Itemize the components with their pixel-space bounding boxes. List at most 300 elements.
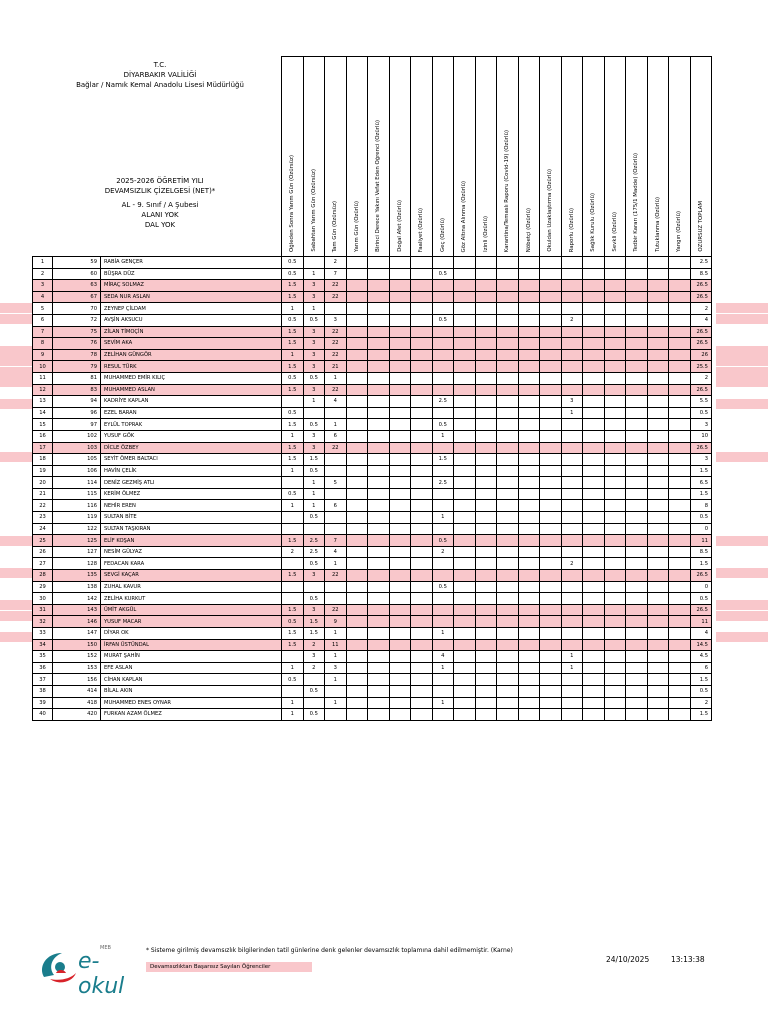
- absence-value: [303, 523, 325, 535]
- absence-value: [454, 442, 476, 454]
- absence-value: 3: [303, 326, 325, 338]
- absence-value: [475, 570, 497, 582]
- highlight-band: [716, 346, 768, 356]
- row-index: 36: [33, 662, 53, 674]
- student-name: ZEYNEP ÇİLDAM: [101, 303, 282, 315]
- absence-value: [626, 674, 648, 686]
- absence-value: [669, 291, 691, 303]
- absence-value: [518, 628, 540, 640]
- absence-value: [389, 338, 411, 350]
- absence-value: [454, 512, 476, 524]
- absence-value: [432, 361, 454, 373]
- absence-value: [346, 303, 368, 315]
- absence-value: [669, 628, 691, 640]
- absence-value: [389, 685, 411, 697]
- absence-value: [647, 709, 669, 721]
- student-number: 414: [53, 685, 101, 697]
- absence-value: [604, 604, 626, 616]
- header-class: AL - 9. Sınıf / A Şubesi: [121, 201, 199, 209]
- absence-value: [475, 291, 497, 303]
- absence-value: [346, 396, 368, 408]
- absence-value: [303, 674, 325, 686]
- absence-value: [346, 488, 368, 500]
- absence-total: 25.5: [690, 361, 712, 373]
- absence-value: [475, 314, 497, 326]
- absence-value: [389, 280, 411, 292]
- absence-value: [604, 639, 626, 651]
- absence-value: [647, 303, 669, 315]
- absence-value: 4: [325, 396, 347, 408]
- absence-value: 0.5: [432, 314, 454, 326]
- table-row: [33, 662, 712, 674]
- table-row: [33, 581, 712, 593]
- column-header: [690, 57, 712, 257]
- absence-total: 4: [690, 314, 712, 326]
- absence-value: [411, 535, 433, 547]
- absence-value: [604, 257, 626, 269]
- absence-value: [368, 326, 390, 338]
- absence-value: [604, 303, 626, 315]
- absence-value: [497, 338, 519, 350]
- absence-value: [626, 257, 648, 269]
- absence-value: [368, 384, 390, 396]
- absence-total: 3: [690, 454, 712, 466]
- student-name: SULTAN BİTE: [101, 512, 282, 524]
- student-number: 60: [53, 268, 101, 280]
- absence-value: [346, 570, 368, 582]
- absence-value: [669, 257, 691, 269]
- absence-value: [475, 558, 497, 570]
- column-header-label: Raporlu (Özürlü): [568, 207, 575, 252]
- absence-value: [647, 454, 669, 466]
- absence-value: 0.5: [303, 372, 325, 384]
- absence-value: [626, 558, 648, 570]
- column-header-label: İzinli (Özürlü): [482, 216, 489, 252]
- absence-value: [669, 685, 691, 697]
- absence-value: [454, 616, 476, 628]
- row-index: 37: [33, 674, 53, 686]
- absence-value: [368, 651, 390, 663]
- absence-value: [497, 314, 519, 326]
- absence-value: [583, 442, 605, 454]
- absence-value: [475, 604, 497, 616]
- absence-value: [475, 488, 497, 500]
- absence-value: [454, 500, 476, 512]
- absence-value: [346, 477, 368, 489]
- absence-value: [518, 372, 540, 384]
- absence-value: [540, 662, 562, 674]
- absence-value: [389, 419, 411, 431]
- student-name: MUHAMMED ENES OYNAR: [101, 697, 282, 709]
- table-row: [33, 454, 712, 466]
- header-tc: T.C.: [153, 61, 167, 69]
- absence-value: [497, 384, 519, 396]
- absence-value: [411, 442, 433, 454]
- absence-value: [282, 396, 304, 408]
- absence-value: [432, 685, 454, 697]
- absence-value: [669, 616, 691, 628]
- absence-value: [561, 430, 583, 442]
- absence-value: 3: [325, 314, 347, 326]
- absence-value: [583, 662, 605, 674]
- absence-value: [669, 280, 691, 292]
- absence-value: [518, 280, 540, 292]
- student-number: 122: [53, 523, 101, 535]
- absence-value: [432, 303, 454, 315]
- absence-value: [669, 523, 691, 535]
- absence-value: [669, 500, 691, 512]
- absence-value: [497, 477, 519, 489]
- absence-value: [454, 303, 476, 315]
- absence-value: [626, 604, 648, 616]
- absence-value: [583, 512, 605, 524]
- absence-value: [346, 512, 368, 524]
- absence-value: [518, 303, 540, 315]
- absence-value: 1: [325, 697, 347, 709]
- absence-value: [583, 593, 605, 605]
- absence-value: [604, 674, 626, 686]
- absence-value: 1: [432, 628, 454, 640]
- absence-value: [561, 709, 583, 721]
- absence-value: [497, 407, 519, 419]
- absence-value: [626, 419, 648, 431]
- absence-value: 22: [325, 291, 347, 303]
- absence-value: [647, 639, 669, 651]
- absence-value: [518, 268, 540, 280]
- student-name: SEVGİ KAÇAR: [101, 570, 282, 582]
- absence-value: [583, 384, 605, 396]
- highlight-band: [716, 611, 768, 621]
- highlight-band: [0, 399, 32, 409]
- absence-value: [540, 442, 562, 454]
- column-header-label: ÖZÜRSÜZ TOPLAM: [697, 201, 704, 252]
- absence-value: [475, 349, 497, 361]
- row-index: 2: [33, 268, 53, 280]
- column-header: [368, 57, 390, 257]
- absence-total: 11: [690, 535, 712, 547]
- absence-value: [325, 593, 347, 605]
- absence-value: [626, 628, 648, 640]
- absence-value: [583, 581, 605, 593]
- student-name: NESİM GÜLYAZ: [101, 546, 282, 558]
- absence-value: 22: [325, 280, 347, 292]
- absence-value: [518, 500, 540, 512]
- absence-value: [475, 581, 497, 593]
- student-name: YUSUF GÖK: [101, 430, 282, 442]
- table-row: [33, 593, 712, 605]
- absence-value: [561, 697, 583, 709]
- absence-value: [669, 361, 691, 373]
- row-index: 8: [33, 338, 53, 350]
- absence-value: [647, 465, 669, 477]
- absence-value: [346, 268, 368, 280]
- absence-value: [497, 465, 519, 477]
- row-index: 34: [33, 639, 53, 651]
- absence-value: [411, 546, 433, 558]
- absence-value: 3: [325, 662, 347, 674]
- row-index: 9: [33, 349, 53, 361]
- absence-value: [346, 535, 368, 547]
- absence-value: [497, 512, 519, 524]
- absence-value: [540, 291, 562, 303]
- absence-value: [518, 697, 540, 709]
- absence-value: [518, 593, 540, 605]
- absence-value: [454, 523, 476, 535]
- absence-value: [583, 419, 605, 431]
- absence-value: [411, 372, 433, 384]
- absence-value: [475, 628, 497, 640]
- absence-value: [454, 697, 476, 709]
- absence-value: 0.5: [282, 407, 304, 419]
- student-number: 78: [53, 349, 101, 361]
- absence-value: [475, 697, 497, 709]
- absence-value: [540, 639, 562, 651]
- highlight-band: [0, 600, 32, 610]
- student-name: ÜMİT AKGÜL: [101, 604, 282, 616]
- absence-value: [368, 581, 390, 593]
- absence-value: [540, 349, 562, 361]
- row-index: 32: [33, 616, 53, 628]
- absence-value: [411, 314, 433, 326]
- table-row: [33, 628, 712, 640]
- absence-value: [432, 280, 454, 292]
- absence-value: [669, 558, 691, 570]
- absence-value: [669, 396, 691, 408]
- absence-value: [454, 488, 476, 500]
- absence-value: 1.5: [282, 442, 304, 454]
- header-school: Bağlar / Namık Kemal Anadolu Lisesi Müdürlüğü: [76, 81, 244, 89]
- absence-total: 8.5: [690, 546, 712, 558]
- absence-value: [432, 326, 454, 338]
- absence-value: [475, 396, 497, 408]
- absence-total: 26.5: [690, 338, 712, 350]
- absence-value: [647, 685, 669, 697]
- absence-value: [540, 628, 562, 640]
- absence-value: [583, 407, 605, 419]
- absence-total: 26.5: [690, 326, 712, 338]
- absence-value: [475, 465, 497, 477]
- absence-value: 3: [303, 570, 325, 582]
- table-row: [33, 697, 712, 709]
- absence-value: [647, 349, 669, 361]
- absence-value: [583, 616, 605, 628]
- absence-value: [583, 465, 605, 477]
- absence-value: [475, 523, 497, 535]
- absence-value: [454, 639, 476, 651]
- absence-value: [647, 581, 669, 593]
- absence-value: [669, 338, 691, 350]
- absence-value: 0.5: [303, 419, 325, 431]
- absence-value: [325, 709, 347, 721]
- absence-total: 2: [690, 697, 712, 709]
- absence-value: 1: [282, 349, 304, 361]
- absence-value: [669, 512, 691, 524]
- absence-total: 8.5: [690, 268, 712, 280]
- absence-value: [432, 338, 454, 350]
- column-header-label: Karantina/Temaslı Raporu (Covid-19) (Özürlü): [504, 129, 511, 252]
- student-name: NEHİR EREN: [101, 500, 282, 512]
- absence-value: [368, 349, 390, 361]
- absence-value: [411, 257, 433, 269]
- highlight-band: [716, 303, 768, 313]
- absence-total: 26.5: [690, 384, 712, 396]
- row-index: 13: [33, 396, 53, 408]
- absence-value: [626, 662, 648, 674]
- highlight-band: [716, 600, 768, 610]
- absence-value: [583, 674, 605, 686]
- absence-value: [583, 303, 605, 315]
- absence-value: [389, 523, 411, 535]
- absence-value: [561, 303, 583, 315]
- absence-value: [282, 558, 304, 570]
- absence-value: [454, 419, 476, 431]
- table-row: [33, 651, 712, 663]
- column-header-label: Nöbetçi (Özürlü): [525, 207, 532, 252]
- absence-value: [669, 430, 691, 442]
- absence-value: [561, 372, 583, 384]
- absence-value: [497, 396, 519, 408]
- absence-value: [626, 338, 648, 350]
- absence-value: [475, 430, 497, 442]
- absence-value: [518, 465, 540, 477]
- table-row: [33, 500, 712, 512]
- absence-value: [432, 639, 454, 651]
- absence-value: 22: [325, 326, 347, 338]
- absence-value: [368, 546, 390, 558]
- absence-value: [626, 465, 648, 477]
- absence-value: 3: [303, 291, 325, 303]
- absence-value: [497, 349, 519, 361]
- table-row: [33, 291, 712, 303]
- absence-value: [561, 535, 583, 547]
- absence-value: [626, 523, 648, 535]
- absence-value: [626, 430, 648, 442]
- absence-value: [346, 454, 368, 466]
- absence-value: 1.5: [303, 616, 325, 628]
- absence-value: [368, 361, 390, 373]
- absence-value: 7: [325, 268, 347, 280]
- absence-value: [518, 570, 540, 582]
- absence-value: 22: [325, 349, 347, 361]
- absence-value: [282, 685, 304, 697]
- absence-value: 0.5: [432, 268, 454, 280]
- absence-value: [432, 558, 454, 570]
- row-index: 40: [33, 709, 53, 721]
- absence-value: [411, 338, 433, 350]
- absence-value: [282, 651, 304, 663]
- absence-value: [454, 674, 476, 686]
- absence-value: [669, 326, 691, 338]
- absence-value: [669, 419, 691, 431]
- column-header-label: Sevkli (Özürlü): [611, 212, 618, 252]
- absence-value: [497, 523, 519, 535]
- absence-value: 1: [325, 674, 347, 686]
- absence-value: [583, 697, 605, 709]
- absence-value: [454, 361, 476, 373]
- absence-value: [540, 407, 562, 419]
- table-row: [33, 512, 712, 524]
- table-row: [33, 314, 712, 326]
- absence-value: [647, 488, 669, 500]
- student-number: 138: [53, 581, 101, 593]
- student-name: EZEL BARAN: [101, 407, 282, 419]
- absence-value: [604, 709, 626, 721]
- absence-value: [626, 500, 648, 512]
- absence-value: [454, 268, 476, 280]
- student-number: 105: [53, 454, 101, 466]
- absence-value: [626, 512, 648, 524]
- absence-value: 22: [325, 384, 347, 396]
- absence-value: 1.5: [282, 361, 304, 373]
- absence-value: [583, 396, 605, 408]
- student-number: 76: [53, 338, 101, 350]
- absence-total: 0: [690, 523, 712, 535]
- absence-value: [389, 628, 411, 640]
- absence-value: 2.5: [303, 535, 325, 547]
- table-row: [33, 280, 712, 292]
- column-header-label: Öğleden Sonra Yarım Gün (Özürsüz): [289, 155, 296, 252]
- absence-value: [325, 303, 347, 315]
- absence-value: 2: [561, 558, 583, 570]
- absence-value: [325, 454, 347, 466]
- highlight-band: [0, 303, 32, 313]
- absence-value: 1: [325, 558, 347, 570]
- absence-value: [583, 628, 605, 640]
- absence-value: [540, 570, 562, 582]
- absence-value: [518, 535, 540, 547]
- absence-value: [561, 338, 583, 350]
- absence-total: 8: [690, 500, 712, 512]
- absence-value: [561, 628, 583, 640]
- absence-value: 1.5: [282, 454, 304, 466]
- column-header: [282, 57, 304, 257]
- highlight-band: [716, 568, 768, 578]
- absence-value: 1: [325, 372, 347, 384]
- row-index: 18: [33, 454, 53, 466]
- student-number: 102: [53, 430, 101, 442]
- absence-value: [475, 338, 497, 350]
- absence-total: 11: [690, 616, 712, 628]
- absence-value: [368, 488, 390, 500]
- logo-eokul-text: e-okul: [78, 949, 125, 999]
- absence-value: [432, 442, 454, 454]
- absence-value: [411, 488, 433, 500]
- absence-value: [561, 442, 583, 454]
- absence-value: [647, 361, 669, 373]
- absence-value: [454, 465, 476, 477]
- absence-value: [647, 628, 669, 640]
- absence-value: [389, 616, 411, 628]
- absence-value: [540, 454, 562, 466]
- absence-value: [411, 384, 433, 396]
- absence-value: [432, 523, 454, 535]
- absence-total: 1.5: [690, 709, 712, 721]
- absence-value: [454, 581, 476, 593]
- absence-value: [647, 500, 669, 512]
- absence-value: [389, 674, 411, 686]
- absence-value: [647, 558, 669, 570]
- absence-total: 1.5: [690, 488, 712, 500]
- absence-value: [368, 593, 390, 605]
- student-number: 156: [53, 674, 101, 686]
- column-header-label: Tam Gün (Özürsüz): [332, 200, 339, 252]
- absence-value: [561, 419, 583, 431]
- absence-value: [604, 581, 626, 593]
- absence-value: [368, 291, 390, 303]
- absence-value: [475, 361, 497, 373]
- absence-value: [561, 523, 583, 535]
- absence-value: [583, 477, 605, 489]
